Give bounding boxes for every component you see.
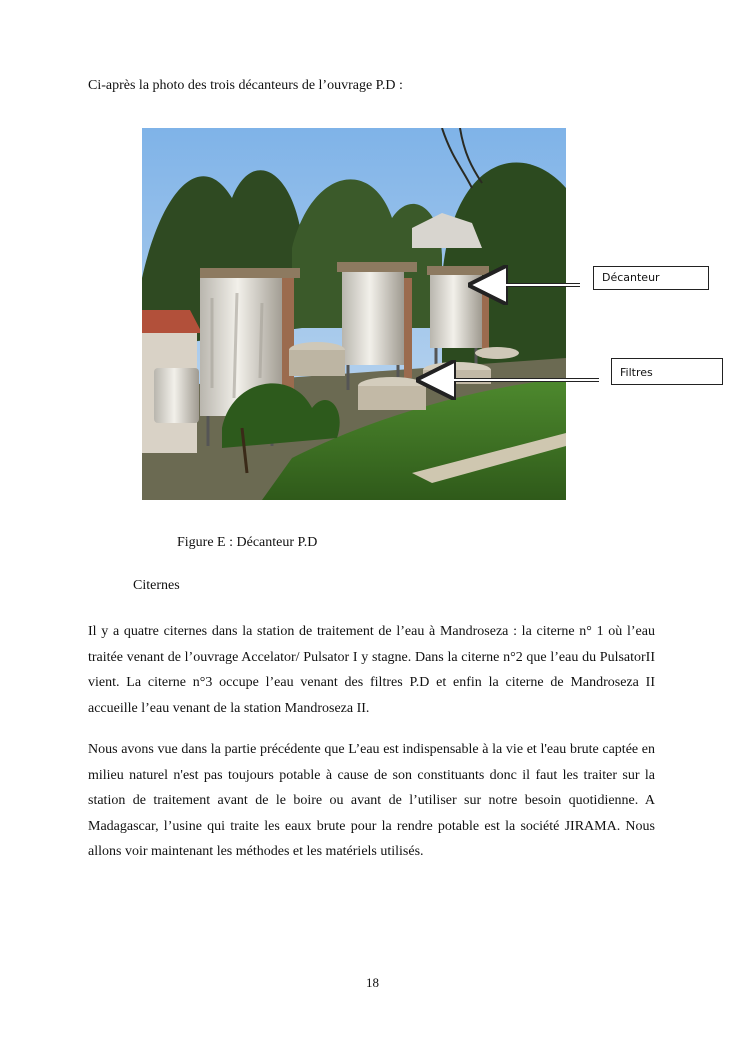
callout-decanteur: Décanteur	[593, 266, 709, 290]
page-number: 18	[366, 975, 379, 990]
intro-text: Ci-après la photo des trois décanteurs de l’ouvrage P.D :	[88, 78, 403, 93]
callout-filtres: Filtres	[611, 358, 723, 385]
section-subheading: Citernes	[133, 578, 180, 593]
figure-caption: Figure E : Décanteur P.D	[177, 535, 318, 550]
paragraph: Il y a quatre citernes dans la station de traitement de l’eau à Mandroseza : la citerne n° 1 où l’eau traitée venant de l’ouvrage Accelator/ Pulsator I y stagne. Dans la citerne n°2 que l’eau du PulsatorII vient. La citerne n°3 occupe l’eau venant des filtres P.D et enfin la citerne de Mandroseza II accueille l’eau venant de la station Mandroseza II.	[88, 624, 655, 716]
paragraph: Nous avons vue dans la partie précédente que L’eau est indispensable à la vie et l'eau brute captée en milieu naturel n'est pas toujours potable à cause de son constituants donc il faut les traiter sur la station de traitement avant de le boire ou avant de l’utiliser sur notre besoin quotidienne. A Madagascar, l’usine qui traite les eaux brute pour la rendre potable est la société JIRAMA. Nous allons voir maintenant les méthodes et les matériels utilisés.	[88, 742, 655, 859]
decanters-photo	[142, 128, 566, 500]
